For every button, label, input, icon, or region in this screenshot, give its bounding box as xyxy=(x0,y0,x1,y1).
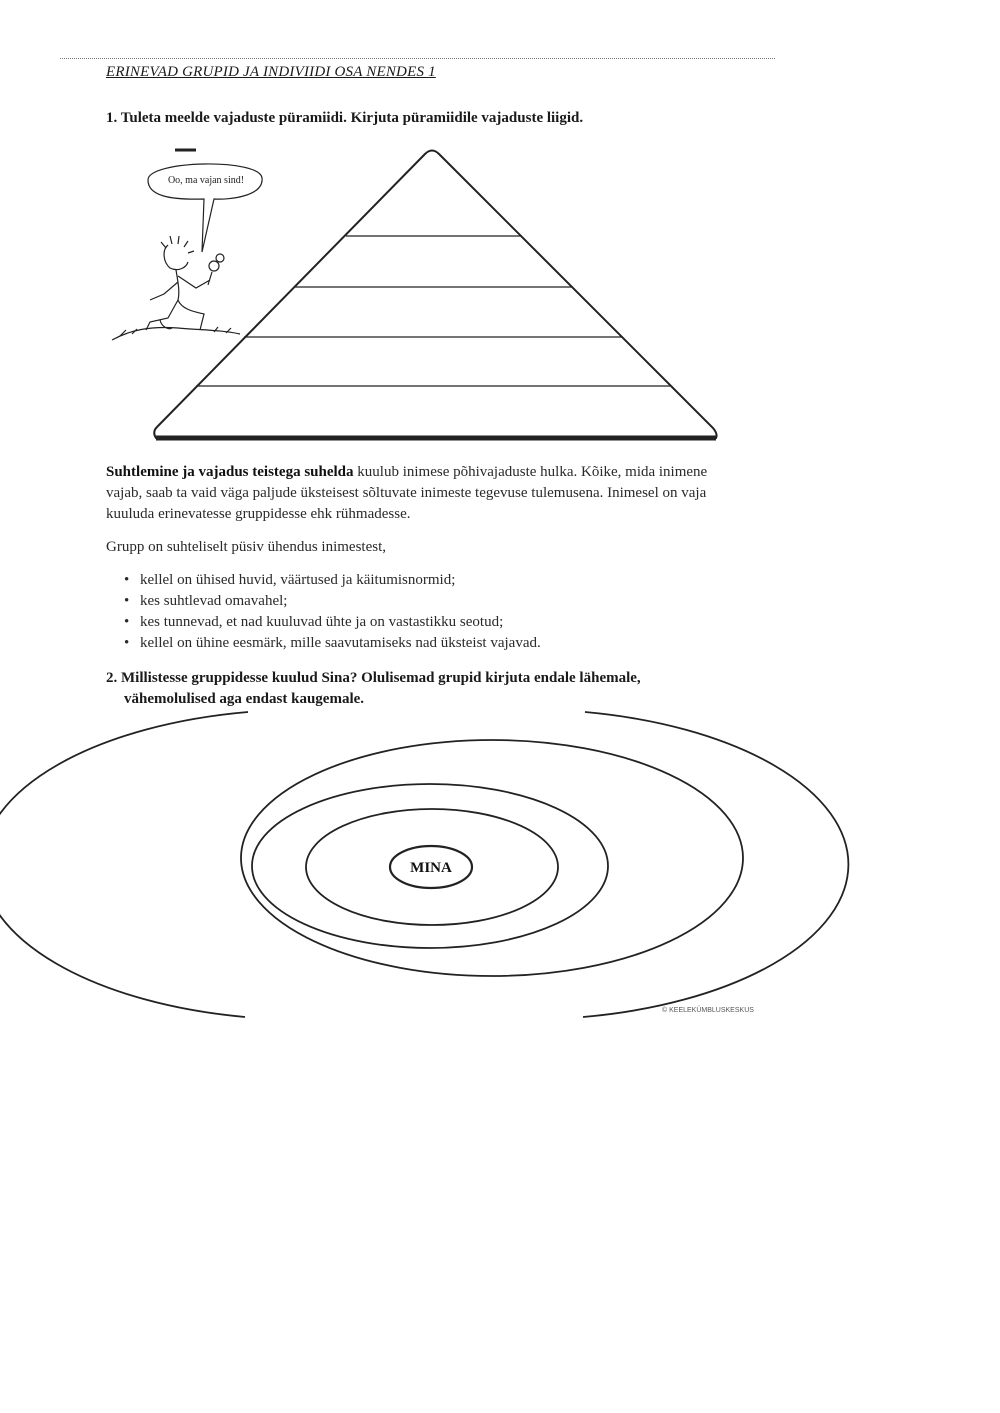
outer-ring-left[interactable] xyxy=(0,712,248,1017)
copyright-notice: © KEELEKÜMBLUSKESKUS xyxy=(662,1007,754,1014)
flower-icon xyxy=(209,261,219,271)
person-legs xyxy=(146,300,204,330)
intro-paragraph xyxy=(106,462,746,525)
task-2-heading-line1: 2. Millistesse gruppidesse kuulud Sina? Olulisemad grupid kirjuta endale lähemale, xyxy=(106,670,641,686)
list-item: • kellel on ühised huvid, väärtused ja käitumisnormid; xyxy=(124,572,456,588)
ground-line xyxy=(112,328,240,341)
list-item: • kes suhtlevad omavahel; xyxy=(124,593,288,609)
task-1-heading: 1. Tuleta meelde vajaduste püramiidi. Kirjuta püramiidile vajaduste liigid. xyxy=(106,110,584,126)
person-head xyxy=(164,245,188,270)
person-body xyxy=(150,270,210,300)
speech-bubble-text: Oo, ma vajan sind! xyxy=(167,175,245,186)
task-2-heading-line2: vähemolulised aga endast kaugemale. xyxy=(124,691,365,707)
mina-label: MINA xyxy=(410,860,452,876)
list-item: • kes tunnevad, et nad kuuluvad ühte ja on vastastikku seotud; xyxy=(124,614,504,630)
group-definition: Grupp on suhteliselt püsiv ühendus inimestest, xyxy=(106,539,386,555)
task-2-heading xyxy=(106,668,641,710)
middle-ring[interactable] xyxy=(241,740,743,976)
intro-text: kuulub inimese põhivajaduste hulka. Kõike, mida inimene vajab, saab ta vaid väga paljude üksteisest sõltuvate inimeste tegevuse tulemusena. Inimesel on vaja kuuluda erinevatesse gruppidesse ehk rühmadesse. xyxy=(106,464,708,522)
list-item: • kellel on ühine eesmärk, mille saavutamiseks nad üksteist vajavad. xyxy=(124,635,541,651)
group-characteristics-list xyxy=(106,570,541,654)
intro-bold-lead: Suhtlemine ja vajadus teistega suhelda xyxy=(106,464,354,480)
worksheet-title: ERINEVAD GRUPID JA INDIVIIDI OSA NENDES 1 xyxy=(106,64,436,80)
